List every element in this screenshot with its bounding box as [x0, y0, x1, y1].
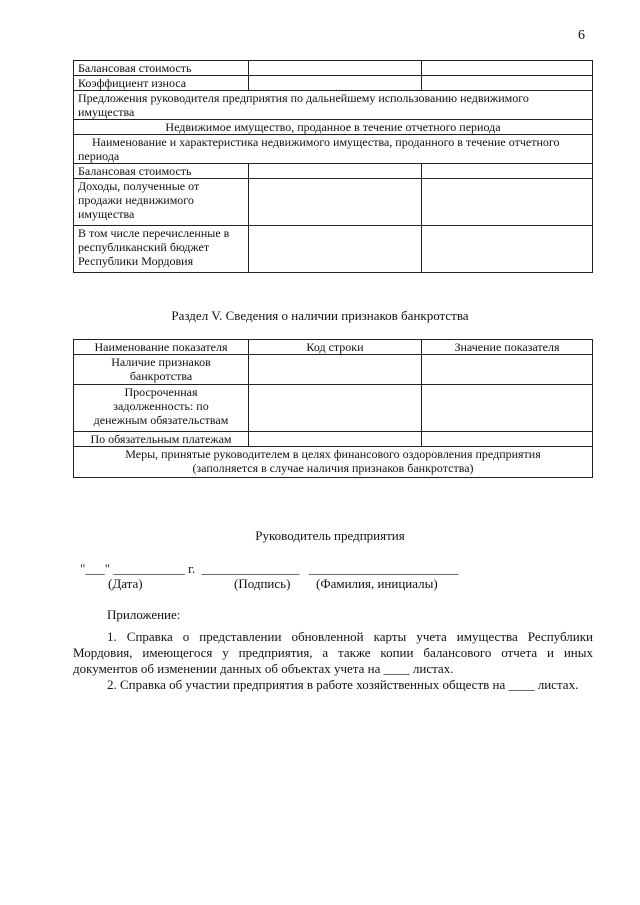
column-header: Код строки — [249, 340, 422, 355]
proposals-row: Предложения руководителя предприятия по дальнейшему использованию недвижимого имущества — [74, 91, 593, 120]
sale-income-cell — [249, 179, 422, 226]
sold-property-heading: Недвижимое имущество, проданное в течение отчетного периода — [74, 120, 593, 135]
date-label: (Дата) — [108, 576, 143, 591]
table-row-label: Наличие признаков банкротства — [74, 355, 249, 385]
table-row-label: По обязательным платежам — [74, 432, 249, 447]
page-number: 6 — [578, 28, 585, 43]
column-header: Значение показателя — [422, 340, 593, 355]
wear-coefficient-cell — [422, 76, 593, 91]
sold-balance-value-label: Балансовая стоимость — [74, 164, 249, 179]
sale-income-cell — [422, 179, 593, 226]
wear-coefficient-label: Коэффициент износа — [74, 76, 249, 91]
bankruptcy-table — [73, 339, 593, 478]
balance-value-cell — [422, 61, 593, 76]
name-label: (Фамилия, инициалы) — [316, 576, 438, 591]
wear-coefficient-cell — [249, 76, 422, 91]
balance-value-label: Балансовая стоимость — [74, 61, 249, 76]
signature-title: Руководитель предприятия — [255, 528, 405, 543]
balance-value-cell — [249, 61, 422, 76]
appendix-heading: Приложение: — [107, 607, 181, 622]
section-title: Раздел V. Сведения о наличии признаков банкротства — [171, 308, 469, 323]
appendix — [73, 607, 593, 693]
property-table — [73, 60, 593, 273]
measures-note: (заполняется в случае наличия признаков банкротства) — [192, 461, 474, 475]
budget-transfer-label: В том числе перечисленные в республиканский бюджет Республики Мордовия — [74, 226, 249, 273]
sold-property-description: Наименование и характеристика недвижимого имущества, проданного в течение отчетного периода — [74, 135, 593, 164]
budget-transfer-cell — [422, 226, 593, 273]
table-row-label: Просроченная задолженность: по денежным обязательствам — [74, 385, 249, 432]
table-cell — [422, 385, 593, 432]
measures-row — [74, 447, 593, 478]
sold-balance-value-cell — [422, 164, 593, 179]
signature-label: (Подпись) — [234, 576, 291, 591]
table-cell — [249, 432, 422, 447]
table-cell — [249, 355, 422, 385]
appendix-item-2: 2. Справка об участии предприятия в работе хозяйственных обществ на ____ листах. — [107, 677, 579, 692]
signature-line: "___" ___________ г. _______________ _______________________ — [80, 561, 459, 576]
appendix-item-1: 1. Справка о представлении обновленной карты учета имущества Республики Мордовия, имеющегося у предприятия, а также копии балансового отчета и иных документов об изменении данных об объектах учета на ____ листах. — [73, 629, 593, 676]
measures-text: Меры, принятые руководителем в целях финансового оздоровления предприятия — [125, 447, 541, 461]
table-cell — [422, 432, 593, 447]
sale-income-label: Доходы, полученные от продажи недвижимого имущества — [74, 179, 249, 226]
budget-transfer-cell — [249, 226, 422, 273]
table-cell — [422, 355, 593, 385]
sold-balance-value-cell — [249, 164, 422, 179]
table-cell — [249, 385, 422, 432]
column-header: Наименование показателя — [74, 340, 249, 355]
